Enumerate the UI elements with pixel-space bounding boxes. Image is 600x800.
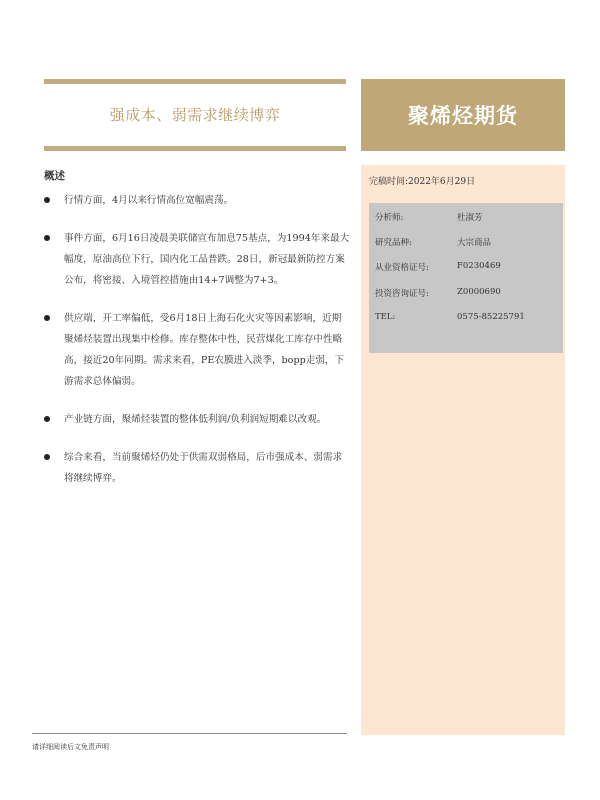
info-value: Z0000690 (457, 287, 501, 297)
summary-item (44, 409, 350, 430)
summary-list (44, 190, 350, 489)
summary-item (44, 447, 350, 489)
report-subtitle: 强成本、弱需求继续博弈 (109, 106, 281, 124)
bullet-icon (44, 197, 50, 203)
info-row-tel (375, 312, 525, 322)
info-label: TEL: (375, 312, 396, 322)
info-value: 大宗商品 (457, 238, 492, 248)
info-row-consulting (375, 287, 501, 299)
info-label: 研究品种: (375, 238, 412, 248)
completion-date: 完稿时间:2022年6月29日 (369, 177, 476, 187)
analyst-info-box (369, 203, 563, 353)
summary-item-text: 供应端，开工率偏低，受6月18日上海石化火灾等因素影响，近期聚烯烃装置出现集中检修。库存整体中性，民营煤化工库存中性略高，接近20年同期。需求来看，PE农膜进入淡季，bopp走弱，下游需求总体偏弱。 (64, 313, 345, 387)
summary-item (44, 228, 350, 291)
summary-item-text: 行情方面，4月以来行情高位宽幅震荡。 (64, 195, 234, 206)
summary-item (44, 190, 350, 211)
info-row-category (375, 236, 492, 248)
summary-heading: 概述 (44, 170, 65, 182)
disclaimer-note: 请详细阅读后文免责声明 (32, 743, 109, 751)
bullet-icon (44, 416, 50, 422)
bullet-icon (44, 235, 50, 241)
info-value: 杜淑芳 (457, 213, 483, 223)
report-title-box (361, 79, 565, 151)
summary-item-text: 综合来看，当前聚烯烃仍处于供需双弱格局，后市强成本、弱需求将继续博弈。 (64, 452, 343, 484)
bullet-icon (44, 454, 50, 460)
header-bottom-rule (44, 146, 346, 151)
bullet-icon (44, 315, 50, 321)
summary-item (44, 308, 350, 392)
report-title: 聚烯烃期货 (408, 104, 518, 128)
info-label: 从业资格证号: (375, 263, 429, 273)
summary-item-text: 事件方面，6月16日凌晨美联储宣布加息75基点，为1994年来最大幅度，原油高位下行，国内化工品普跌。28日，新冠最新防控方案公布，将密接、入境管控措施由14+7调整为7+3。 (64, 233, 350, 286)
info-label: 投资咨询证号: (375, 289, 429, 299)
footer-rule (32, 733, 347, 734)
info-row-analyst (375, 211, 483, 223)
info-value: F0230469 (457, 261, 501, 271)
info-row-qualification (375, 261, 501, 273)
info-value: 0575-85225791 (457, 312, 525, 322)
header-top-rule (44, 79, 346, 84)
info-label: 分析师: (375, 213, 404, 223)
summary-item-text: 产业链方面，聚烯烃装置的整体低利润/负利润短期难以改观。 (64, 414, 327, 425)
